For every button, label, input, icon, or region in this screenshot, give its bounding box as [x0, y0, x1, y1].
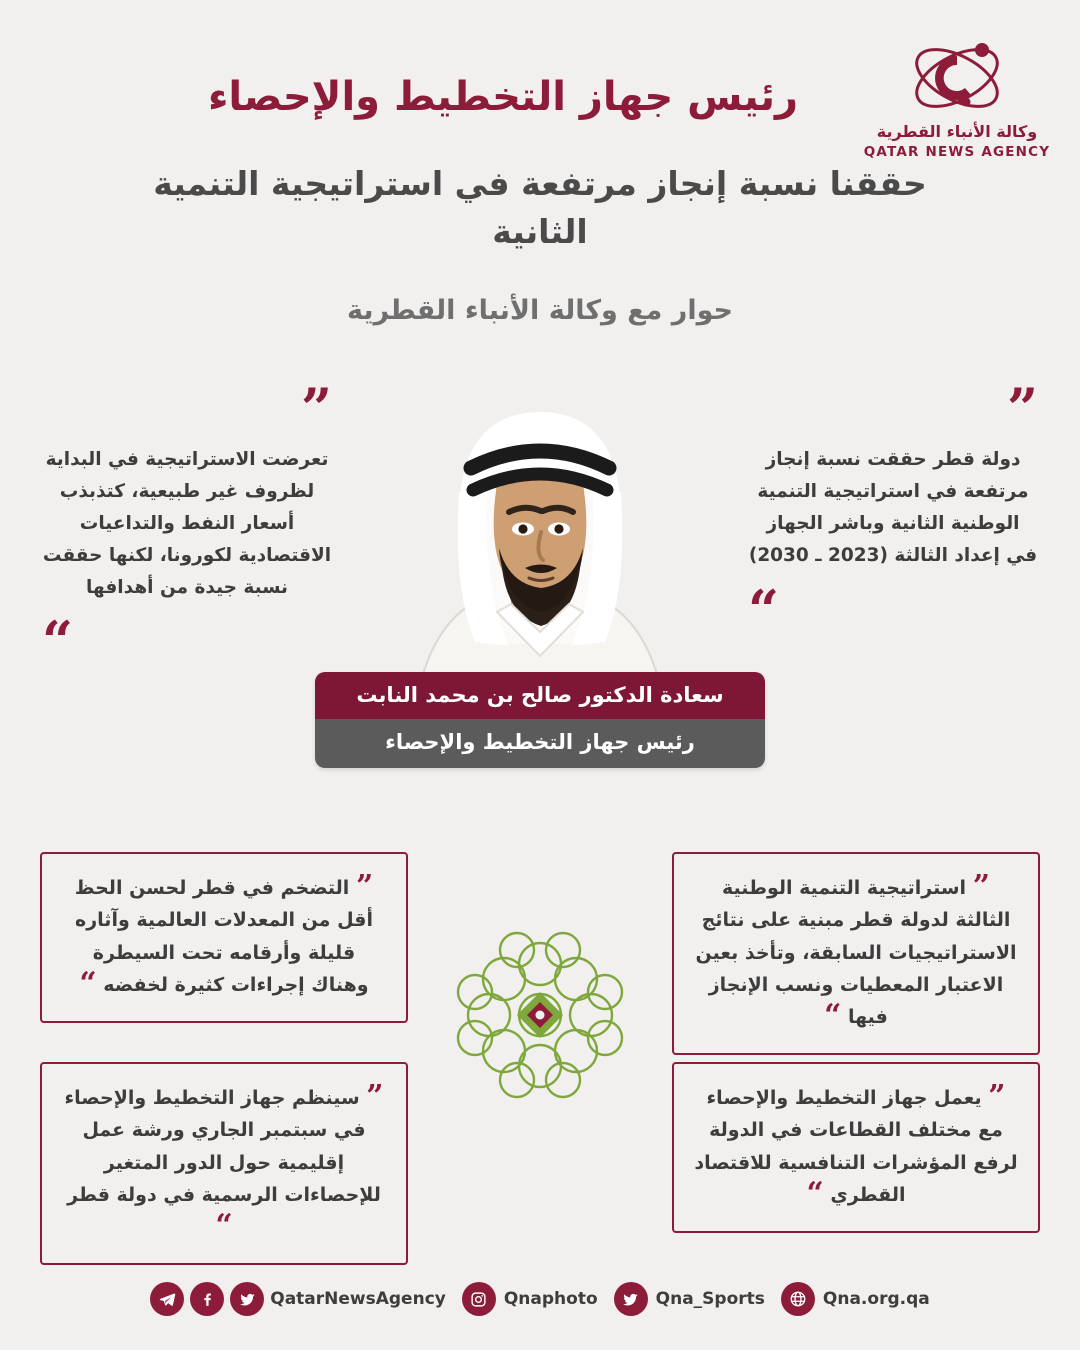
twitter-icon[interactable]	[614, 1282, 648, 1316]
quote-card-top-left	[40, 852, 408, 1023]
quote-top-right-text: دولة قطر حققت نسبة إنجاز مرتفعة في استراتيجية التنمية الوطنية الثانية وباشر الجهاز في إعداد الثالثة (2023 ـ 2030)	[748, 449, 1038, 566]
footer-label-website[interactable]: Qna.org.qa	[822, 1289, 930, 1309]
logo-english-name: QATAR NEWS AGENCY	[863, 144, 1051, 160]
quote-top-left	[42, 376, 332, 674]
quote-card-top-left-text: ” التضخم في قطر لحسن الحظ أقل من المعدلات العالمية وآثاره قليلة وأرقامه تحت السيطرة وهناك إجراءات كثيرة لخفضه “	[74, 869, 374, 1001]
quote-card-bottom-right	[672, 1062, 1040, 1233]
quote-close-mark-icon: “	[824, 998, 842, 1034]
quote-card-bottom-right-text: ” يعمل جهاز التخطيط والإحصاء مع مختلف القطاعات في الدولة لرفع المؤشرات التنافسية للاقتصاد القطري “	[694, 1079, 1018, 1211]
quote-open-mark-icon: ”	[300, 376, 332, 440]
facebook-icon[interactable]	[190, 1282, 224, 1316]
quote-top-right	[748, 376, 1038, 642]
footer-label-qnaphoto[interactable]: Qnaphoto	[503, 1289, 598, 1309]
quote-close-mark-icon: “	[42, 609, 74, 674]
footer-group-main	[150, 1282, 446, 1316]
footer-social-bar	[0, 1282, 1080, 1316]
telegram-icon[interactable]	[150, 1282, 184, 1316]
quote-top-left-text: تعرضت الاستراتيجية في البداية لظروف غير طبيعية، كتذبذب أسعار النفط والتداعيات الاقتصادية لكورونا، لكنها حققت نسبة جيدة من أهدافها	[42, 449, 332, 598]
quote-card-bottom-left	[40, 1062, 408, 1265]
qna-atom-logo-icon	[862, 30, 1052, 126]
page-title: رئيس جهاز التخطيط والإحصاء	[207, 74, 799, 120]
quote-open-mark-icon: ”	[366, 1079, 384, 1114]
quote-close-mark-icon: “	[806, 1175, 824, 1211]
quote-open-mark-icon: ”	[972, 869, 990, 904]
footer-item-instagram[interactable]	[462, 1282, 598, 1316]
page-kicker: حوار مع وكالة الأنباء القطرية	[347, 295, 733, 326]
portrait	[375, 372, 705, 712]
footer-label-qna-sports[interactable]: Qna_Sports	[655, 1289, 765, 1309]
globe-icon[interactable]	[781, 1282, 815, 1316]
qna-logo	[862, 30, 1052, 160]
person-name: سعادة الدكتور صالح بن محمد النابت	[315, 672, 765, 719]
nameplate	[315, 672, 765, 768]
instagram-icon[interactable]	[462, 1282, 496, 1316]
quote-close-mark-icon: “	[79, 965, 97, 1001]
twitter-icon[interactable]	[230, 1282, 264, 1316]
quote-open-mark-icon: ”	[988, 1079, 1006, 1114]
quote-close-mark-icon: “	[748, 577, 780, 642]
page-subtitle: حققنا نسبة إنجاز مرتفعة في استراتيجية التنمية الثانية	[153, 164, 927, 251]
logo-arabic-name: وكالة الأنباء القطرية	[876, 122, 1038, 141]
quote-open-mark-icon: ”	[1006, 376, 1038, 440]
person-role: رئيس جهاز التخطيط والإحصاء	[315, 719, 765, 768]
portrait-illustration-icon	[375, 372, 705, 712]
footer-label-qatarnewsagency[interactable]: QatarNewsAgency	[270, 1289, 446, 1309]
quote-card-top-right	[672, 852, 1040, 1055]
qatar-floral-ornament-icon	[455, 930, 625, 1100]
footer-item-website[interactable]	[781, 1282, 930, 1316]
quote-card-top-right-text: ” استراتيجية التنمية الوطنية الثالثة لدولة قطر مبنية على نتائج الاستراتيجيات السابقة، وتأخذ بعين الاعتبار المعطيات ونسب الإنجاز فيها “	[695, 869, 1017, 1034]
quote-close-mark-icon: “	[215, 1208, 233, 1244]
quote-card-bottom-left-text: ” سينظم جهاز التخطيط والإحصاء في سبتمبر الجاري ورشة عمل إقليمية حول الدور المتغير للإحصاءات الرسمية في دولة قطر “	[64, 1079, 384, 1244]
footer-item-twitter-sports[interactable]	[614, 1282, 765, 1316]
quote-open-mark-icon: ”	[355, 869, 374, 904]
